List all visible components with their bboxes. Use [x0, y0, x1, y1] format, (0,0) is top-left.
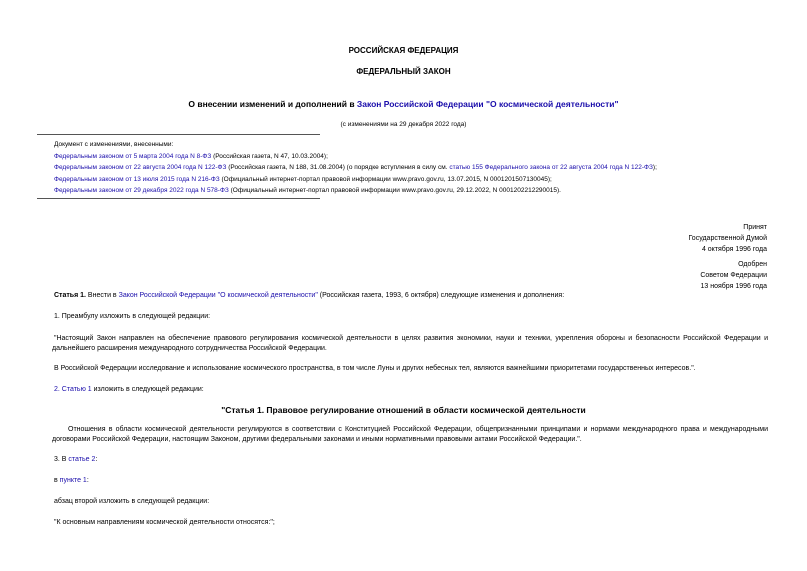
amendment-link[interactable]: Федеральным законом от 13 июля 2015 года N 216-ФЗ [54, 175, 220, 183]
amendment-item: Федеральным законом от 5 марта 2004 года N 8-ФЗ (Российская газета, N 47, 10.03.2004); [54, 152, 328, 160]
quoted-article-heading: "Статья 1. Правовое регулирование отношений в области космической деятельности [221, 405, 586, 415]
revision-note: (с изменениями на 29 декабря 2022 года) [340, 121, 467, 128]
amendment-link[interactable]: Федеральным законом от 5 марта 2004 года N 8-ФЗ [54, 152, 212, 160]
article-1-link[interactable]: Статью 1 [61, 386, 92, 393]
paragraph: абзац второй изложить в следующей редакции: [54, 498, 210, 505]
amendment-item: Федеральным законом от 29 декабря 2022 года N 578-ФЗ (Официальный интернет-портал правовой информации www.pravo.gov.ru, 29.12.2022, N 0001202212290015). [54, 187, 561, 194]
doc-type-heading: ФЕДЕРАЛЬНЫЙ ЗАКОН [356, 67, 451, 76]
paragraph: Отношения в области космической деятельности регулируются в соответствии с Конституцией Российской Федерации, общепризнанными принципами и нормами международного права и международными договорами Российской Федерации, настоящим Законом, другими федеральными законами и иными нормативными правовыми актами Российской Федерации.". [52, 426, 768, 443]
article-1-paragraph: Статья 1. Внести в Закон Российской Федерации "О космической деятельности" (Российская газета, 1993, 6 октября) следующие изменения и дополнения: [54, 292, 565, 299]
point-1-link[interactable]: пункте 1 [59, 477, 87, 484]
paragraph: В Российской Федерации исследование и использование космического пространства, в том числе Луны и других небесных тел, являются важнейшими приоритетами государственных интересов.". [54, 365, 696, 372]
article-2-link[interactable]: статье 2 [68, 456, 96, 463]
paragraph: "К основным направлениям космической деятельности относятся:"; [54, 519, 275, 526]
adopted-block: Принят Государственной Думой 4 октября 1996 года [688, 224, 767, 253]
title-law-link[interactable]: Закон Российской Федерации "О космической деятельности" [356, 99, 619, 109]
amendment-item: Федеральным законом от 13 июля 2015 года N 216-ФЗ (Официальный интернет-портал правовой информации www.pravo.gov.ru, 13.07.2015, N 0001201507130045); [54, 175, 552, 183]
amendment-link[interactable]: Федеральным законом от 22 августа 2004 года N 122-ФЗ [54, 164, 227, 171]
paragraph: 3. В статье 2: [54, 456, 98, 463]
amendments-intro: Документ с изменениями, внесенными: [54, 141, 174, 148]
amendments-block [54, 139, 657, 197]
divider-bottom [37, 198, 320, 199]
paragraph: "Настоящий Закон направлен на обеспечение правового регулирования космической деятельности в целях развития экономики, науки и техники, укрепления обороны и безопасности Российской Федерации и дальнейшего расширения международного сотрудничества Российской Федерации. [52, 335, 768, 352]
approved-block: Одобрен Советом Федерации 13 ноября 1996 года [700, 261, 767, 290]
law-link[interactable]: Закон Российской Федерации "О космической деятельности" [118, 292, 318, 299]
document-title [0, 99, 807, 109]
divider-top [37, 134, 320, 135]
paragraph: 2. Статью 1 изложить в следующей редакции: [54, 386, 204, 393]
amendment-link[interactable]: Федеральным законом от 29 декабря 2022 года N 578-ФЗ [54, 187, 229, 194]
article-155-link[interactable]: статью 155 Федерального закона от 22 августа 2004 года N 122-ФЗ [449, 164, 653, 171]
article-label: Статья 1. [54, 292, 86, 299]
paragraph: в пункте 1: [54, 477, 89, 484]
paragraph: 1. Преамбулу изложить в следующей редакции: [54, 313, 211, 320]
country-heading: РОССИЙСКАЯ ФЕДЕРАЦИЯ [348, 46, 459, 55]
title-prefix: О внесении изменений и дополнений в [188, 99, 357, 109]
amendment-item: Федеральным законом от 22 августа 2004 года N 122-ФЗ (Российская газета, N 188, 31.08.2004) (о порядке вступления в силу см. статью 155 Федерального закона от 22 августа 2004 года N 122-ФЗ); [54, 164, 657, 171]
